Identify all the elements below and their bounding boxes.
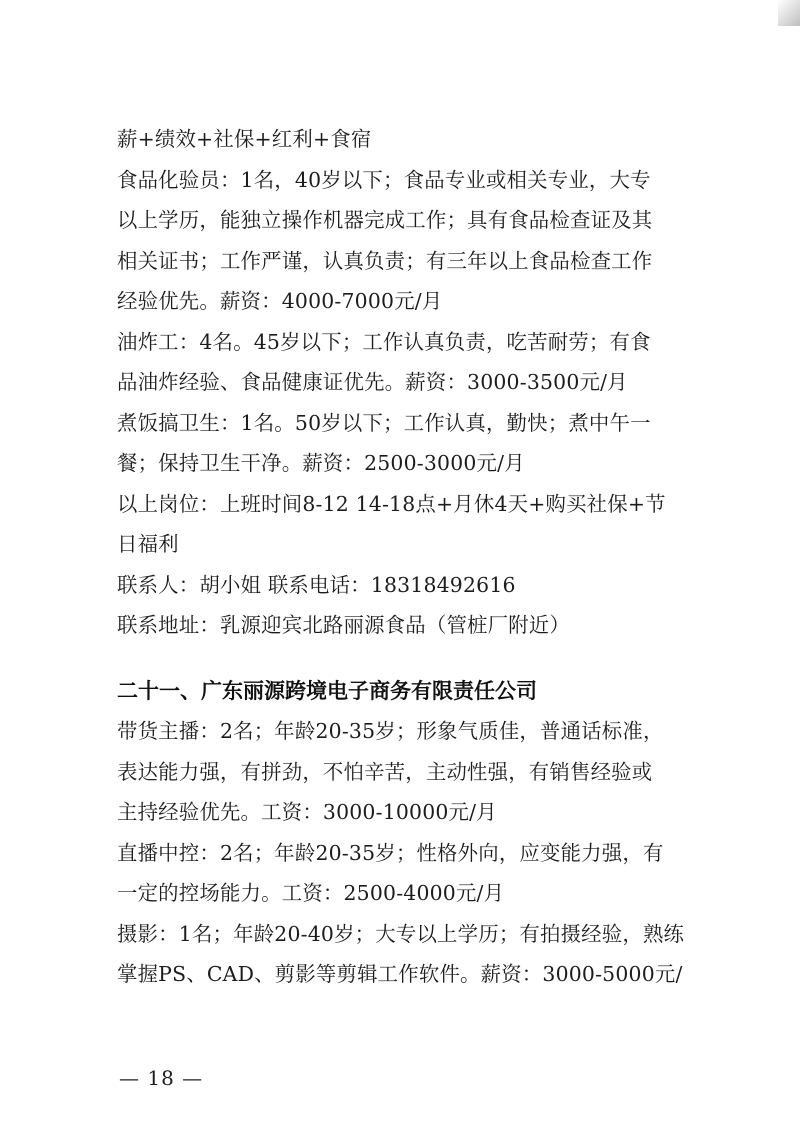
text-line: 品油炸经验、食品健康证优先。薪资：3000-3500元/月 [117, 370, 628, 394]
text-line: 煮饭搞卫生：1名。50岁以下；工作认真，勤快；煮中午一 [117, 410, 651, 435]
section-heading: 二十一、广东丽源跨境电子商务有限责任公司 [117, 678, 537, 703]
text-line: 以上岗位：上班时间8-12 14-18点+月休4天+购买社保+节 [117, 491, 666, 516]
text-line: 一定的控场能力。工资：2500-4000元/月 [117, 881, 505, 905]
text-line: 带货主播：2名；年龄20-35岁；形象气质佳，普通话标准， [117, 719, 664, 743]
text-line: 油炸工：4名。45岁以下；工作认真负责，吃苦耐劳；有食 [117, 329, 651, 354]
section-spacer [117, 646, 697, 671]
text-line: 经验优先。薪资：4000-7000元/月 [117, 289, 443, 313]
page-number: — 18 — [119, 1066, 204, 1090]
document-body [117, 119, 697, 995]
text-line: 食品化验员：1名，40岁以下；食品专业或相关专业，大专 [117, 167, 651, 192]
text-line: 相关证书；工作严谨，认真负责；有三年以上食品检查工作 [117, 248, 653, 273]
text-line: 表达能力强，有拼劲，不怕辛苦，主动性强，有销售经验或 [117, 759, 653, 784]
text-line: 以上学历，能独立操作机器完成工作；具有食品检查证及其 [117, 208, 653, 232]
text-line: 薪+绩效+社保+红利+食宿 [117, 127, 372, 151]
contact-address-line: 联系地址：乳源迎宾北路丽源食品（管桩厂附近） [117, 613, 570, 637]
text-line: 主持经验优先。工资：3000-10000元/月 [117, 800, 497, 824]
contact-person-line: 联系人：胡小姐 联系电话：18318492616 [117, 572, 516, 597]
text-line: 摄影：1名；年龄20-40岁；大专以上学历；有拍摄经验，熟练 [117, 921, 685, 946]
text-line: 掌握PS、CAD、剪影等剪辑工作软件。薪资：3000-5000元/ [117, 962, 683, 986]
scan-corner-shadow [778, 0, 800, 26]
text-line: 直播中控：2名；年龄20-35岁；性格外向，应变能力强，有 [117, 840, 664, 865]
text-line: 日福利 [117, 532, 179, 556]
text-line: 餐；保持卫生干净。薪资：2500-3000元/月 [117, 451, 525, 475]
